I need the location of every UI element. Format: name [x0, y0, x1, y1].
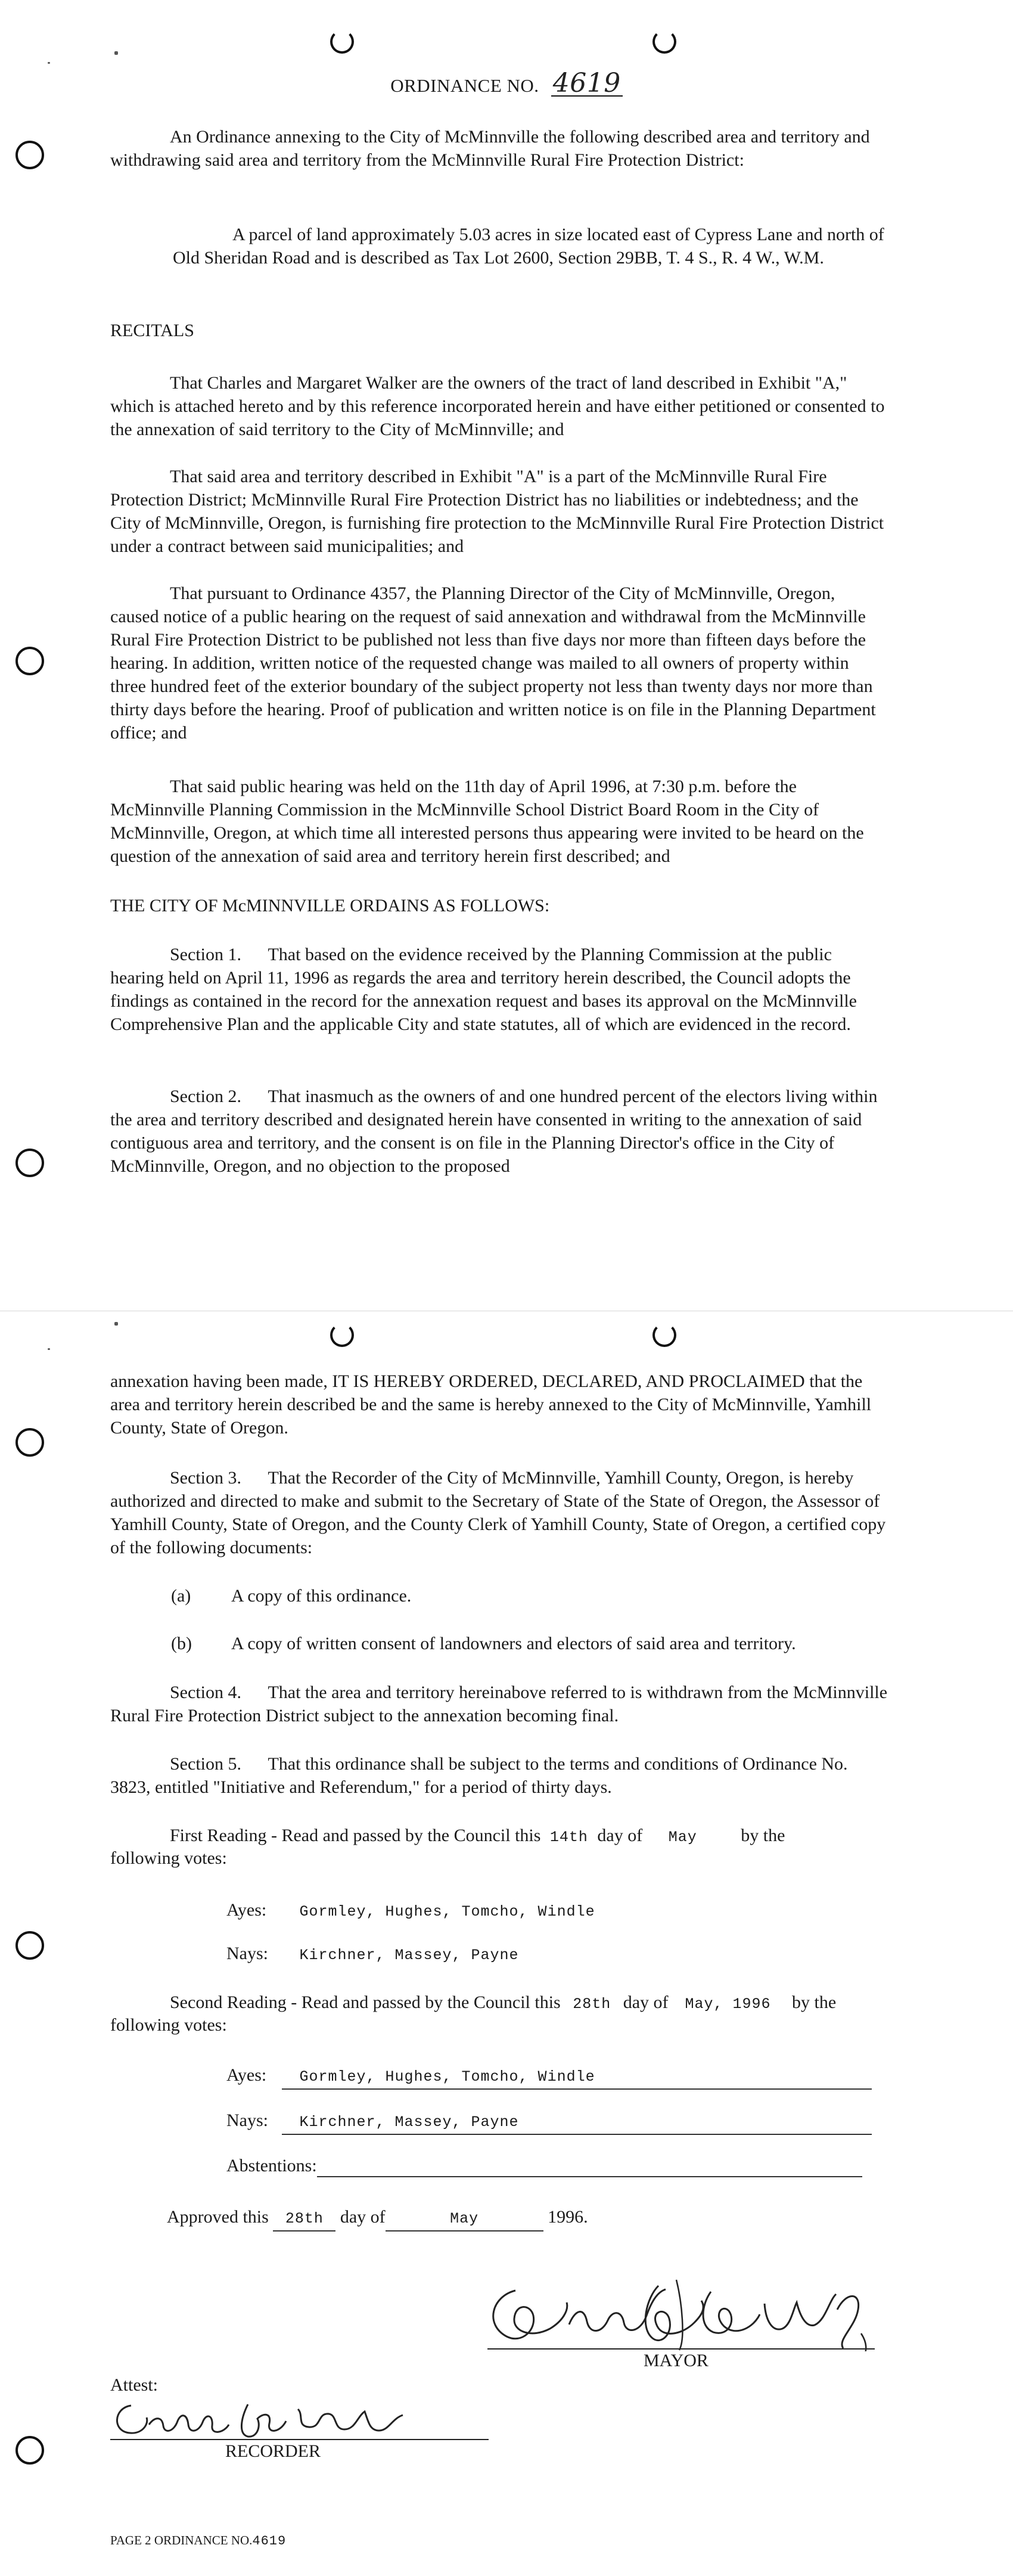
punch-hole — [652, 30, 676, 54]
approved-year: 1996. — [548, 2207, 588, 2227]
item-a-label: (a) — [171, 1586, 191, 1606]
punch-hole — [15, 1428, 44, 1457]
title-prefix: ORDINANCE NO. — [390, 75, 539, 96]
section-2-label: Section 2. — [170, 1087, 241, 1106]
punch-hole — [330, 1323, 354, 1347]
punch-hole — [652, 1323, 676, 1347]
approved-day-line — [273, 2205, 335, 2232]
punch-hole — [15, 647, 44, 675]
item-a — [171, 1584, 411, 1607]
scan-speck — [48, 1348, 50, 1350]
second-nays-line — [282, 2109, 872, 2135]
approved-month-line — [386, 2205, 543, 2232]
second-ayes-line — [282, 2063, 872, 2090]
second-reading-day: 28th — [573, 1995, 611, 2013]
first-nays-names: Kirchner, Massey, Payne — [299, 1947, 519, 1964]
approved-row — [167, 2205, 588, 2232]
intro-paragraph: An Ordinance annexing to the City of McMinnville the following described area and territory and withdrawing said area and territory from the McMinnville Rural Fire Protection District: — [110, 127, 870, 170]
abstentions-row — [226, 2154, 862, 2177]
first-nays-row — [226, 1942, 519, 1967]
second-ayes-names: Gormley, Hughes, Tomcho, Windle — [299, 2068, 595, 2085]
item-b-text: A copy of written consent of landowners and electors of said area and territory. — [231, 1634, 796, 1653]
second-reading-date: May, 1996 — [685, 1995, 771, 2013]
item-b — [171, 1632, 796, 1655]
first-reading-line — [170, 1824, 785, 1849]
footer-number: 4619 — [252, 2534, 287, 2549]
section-1-text: That based on the evidence received by the Planning Commission at the public hearing held on April 11, 1996 as regards the area and territory herein described, the Council adopts the findings as contained in the record for the annexation request and bases its approval on the McMinnville Comprehensive Plan and the applicable City and state statutes, all of which are evidenced in the record. — [110, 945, 857, 1034]
first-reading-day: 14th — [549, 1829, 588, 1846]
mayor-signature — [480, 2268, 879, 2351]
section-2-continuation: annexation having been made, IT IS HEREBY ORDERED, DECLARED, AND PROCLAIMED that the area and territory herein described be and the same is hereby annexed to the City of McMinnville, Yamhill County, State of Oregon. — [110, 1371, 872, 1438]
punch-hole — [15, 1931, 44, 1960]
ordinance-title — [0, 68, 1013, 98]
second-nays-row — [226, 2109, 872, 2135]
section-2 — [110, 1085, 888, 1178]
first-reading-month: May — [668, 1829, 697, 1846]
scan-speck — [114, 51, 118, 55]
first-ayes-names: Gormley, Hughes, Tomcho, Windle — [299, 1903, 595, 1920]
first-ayes-row — [226, 1898, 595, 1923]
footer-label: PAGE 2 ORDINANCE NO. — [110, 2533, 253, 2547]
recital-1: That Charles and Margaret Walker are the owners of the tract of land described in Exhibit "A," which is attached hereto and by this reference incorporated herein and have either petitioned or consented to the annexation of said territory to the City of McMinnville; and — [110, 373, 885, 439]
punch-hole — [15, 2436, 44, 2465]
recorder-signature — [107, 2395, 417, 2442]
second-reading-votes-label: following votes: — [110, 2015, 227, 2035]
first-nays-label: Nays: — [226, 1944, 268, 1963]
punch-hole — [15, 141, 44, 169]
section-3-label: Section 3. — [170, 1468, 241, 1488]
second-nays-label: Nays: — [226, 2111, 268, 2130]
first-reading-suffix: by the — [741, 1826, 785, 1845]
section-5-text: That this ordinance shall be subject to the terms and conditions of Ordinance No. 3823, entitled "Initiative and Referendum," for a period of thirty days. — [110, 1754, 848, 1797]
second-reading-line — [170, 1991, 836, 2016]
approved-dayof: day of — [340, 2207, 386, 2227]
second-reading-dayof: day of — [623, 1992, 669, 2012]
section-5 — [110, 1752, 888, 1799]
section-2-text: That inasmuch as the owners of and one hundred percent of the electors living within the area and territory described and designated herein have consented in writing to the annexation of said contiguous area and territory, and the consent is on file in the Planning Director's office in the City of McMinnville, Oregon, and no objection to the proposed — [110, 1087, 878, 1176]
punch-hole — [330, 30, 354, 54]
ordinance-page-2 — [0, 1311, 1013, 2576]
mayor-label: MAYOR — [644, 2351, 709, 2370]
abstentions-label: Abstentions: — [226, 2156, 317, 2175]
parcel-description: A parcel of land approximately 5.03 acres in size located east of Cypress Lane and north of Old Sheridan Road and is described as Tax Lot 2600, Section 29BB, T. 4 S., R. 4 W., W.M. — [173, 225, 884, 268]
section-4-label: Section 4. — [170, 1683, 241, 1702]
recitals-heading: RECITALS — [110, 321, 194, 340]
section-3 — [110, 1466, 888, 1559]
second-reading-suffix: by the — [792, 1992, 837, 2012]
item-b-label: (b) — [171, 1634, 192, 1653]
second-ayes-label: Ayes: — [226, 2065, 267, 2085]
first-reading-prefix: First Reading - Read and passed by the Council this — [170, 1826, 541, 1845]
section-3-text: That the Recorder of the City of McMinnville, Yamhill County, Oregon, is hereby authorized and directed to make and submit to the Secretary of State of the State of Oregon, the Assessor of Yamhill County, State of Oregon, and the County Clerk of Yamhill County, State of Oregon, a certified copy of the following documents: — [110, 1468, 886, 1557]
item-a-text: A copy of this ordinance. — [231, 1586, 412, 1606]
first-ayes-label: Ayes: — [226, 1900, 267, 1920]
recital-2: That said area and territory described in Exhibit "A" is a part of the McMinnville Rural Fire Protection District; McMinnville Rural Fire Protection District has no liabilities or indebtedness; and the City of McMinnville, Oregon, is furnishing fire protection to the McMinnville Rural Fire Protection District under a contract between said municipalities; and — [110, 467, 884, 556]
ordains-heading: THE CITY OF McMINNVILLE ORDAINS AS FOLLOWS: — [110, 896, 550, 915]
recorder-signature-line — [110, 2439, 489, 2440]
recital-4: That said public hearing was held on the 11th day of April 1996, at 7:30 p.m. before the McMinnville Planning Commission in the McMinnville School District Board Room in the City of McMinnville, Oregon, at which time all interested persons thus appearing were invited to be heard on the question of the annexation of said area and territory herein first described; and — [110, 777, 864, 866]
second-nays-names: Kirchner, Massey, Payne — [299, 2113, 519, 2131]
section-1-label: Section 1. — [170, 945, 241, 964]
recorder-label: RECORDER — [225, 2441, 321, 2461]
mayor-signature-line — [487, 2348, 875, 2350]
mayor-signature-strokes — [480, 2268, 879, 2351]
scan-speck — [48, 62, 50, 64]
section-1 — [110, 943, 888, 1036]
ordinance-number-handwritten: 4619 — [551, 72, 623, 97]
scan-speck — [114, 1322, 118, 1326]
section-4-text: That the area and territory hereinabove referred to is withdrawn from the McMinnville Rural Fire Protection District subject to the annexation becoming final. — [110, 1683, 888, 1725]
section-5-label: Section 5. — [170, 1754, 241, 1774]
attest-label: Attest: — [110, 2375, 158, 2395]
first-reading-votes-label: following votes: — [110, 1848, 227, 1868]
approved-day: 28th — [285, 2210, 324, 2227]
punch-hole — [15, 1149, 44, 1177]
section-4 — [110, 1681, 888, 1727]
second-ayes-row — [226, 2063, 872, 2090]
approved-prefix: Approved this — [167, 2207, 269, 2227]
recorder-signature-strokes — [107, 2395, 417, 2442]
first-reading-dayof: day of — [597, 1826, 643, 1845]
abstentions-line — [317, 2158, 862, 2177]
second-reading-prefix: Second Reading - Read and passed by the Council this — [170, 1992, 561, 2012]
recital-3: That pursuant to Ordinance 4357, the Planning Director of the City of McMinnville, Oregon, caused notice of a public hearing on the request of said annexation and withdrawal from the McMinnville Rural Fire Protection District to be published not less than five days nor more than fifteen days before the hearing. In addition, written notice of the requested change was mailed to all owners of property within three hundred feet of the exterior boundary of the subject property not less than twenty days nor more than thirty days before the hearing. Proof of publication and written notice is on file in the Planning Department office; and — [110, 584, 876, 743]
page-footer — [110, 2533, 286, 2549]
approved-month: May — [450, 2210, 479, 2227]
